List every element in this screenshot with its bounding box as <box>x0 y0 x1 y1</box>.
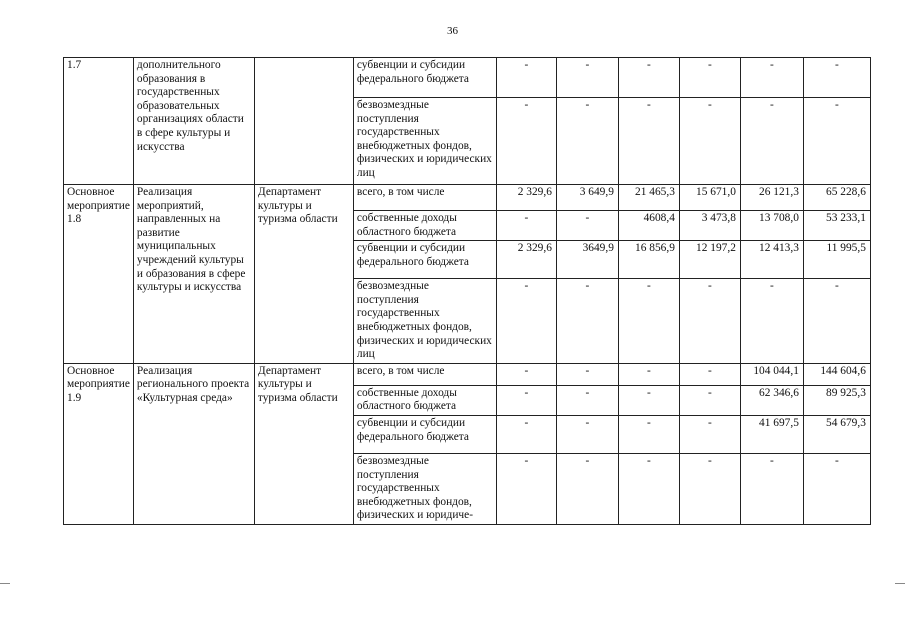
amount-cell: 104 044,1 <box>740 363 803 385</box>
amount-cell: - <box>618 385 679 415</box>
amount-cell: 26 121,3 <box>740 185 803 211</box>
amount-cell: 89 925,3 <box>803 385 870 415</box>
amount-cell: - <box>556 385 618 415</box>
left-edge-mark <box>0 583 10 584</box>
executor-cell <box>254 58 353 185</box>
amount-cell: - <box>556 98 618 185</box>
amount-cell: - <box>496 363 556 385</box>
amount-cell: 3 473,8 <box>679 211 740 241</box>
amount-cell: - <box>740 98 803 185</box>
amount-cell: - <box>618 363 679 385</box>
executor-cell: Департамент культуры и туризма области <box>254 363 353 524</box>
funding-source-cell: всего, в том числе <box>353 363 496 385</box>
amount-cell: 3649,9 <box>556 241 618 279</box>
amount-cell: - <box>679 453 740 524</box>
amount-cell: 4608,4 <box>618 211 679 241</box>
amount-cell: - <box>556 279 618 364</box>
amount-cell: - <box>496 58 556 98</box>
funding-source-cell: собственные доходы областного бюджета <box>353 211 496 241</box>
amount-cell: - <box>740 453 803 524</box>
funding-source-cell: безвозмездные поступления государственных внебюджетных фондов, физических и юридических лиц <box>353 279 496 364</box>
amount-cell: - <box>496 98 556 185</box>
amount-cell: - <box>556 211 618 241</box>
funding-source-cell: всего, в том числе <box>353 185 496 211</box>
executor-cell: Департамент культуры и туризма области <box>254 185 353 364</box>
amount-cell: - <box>556 415 618 453</box>
amount-cell: - <box>679 58 740 98</box>
event-name-cell: Реализация мероприятий, направленных на развитие муниципальных учреждений культуры и образования в сфере культуры и искусства <box>133 185 254 364</box>
event-code-cell: Основное мероприятие 1.8 <box>64 185 134 364</box>
amount-cell: 54 679,3 <box>803 415 870 453</box>
right-edge-mark <box>895 583 905 584</box>
amount-cell: - <box>556 453 618 524</box>
amount-cell: - <box>618 453 679 524</box>
funding-source-cell: субвенции и субсидии федерального бюджета <box>353 241 496 279</box>
amount-cell: - <box>679 415 740 453</box>
event-name-cell: дополнительного образования в государственных образовательных организациях области в сфере культуры и искусства <box>133 58 254 185</box>
amount-cell: - <box>803 58 870 98</box>
amount-cell: - <box>496 279 556 364</box>
amount-cell: - <box>740 279 803 364</box>
amount-cell: - <box>679 363 740 385</box>
amount-cell: - <box>803 453 870 524</box>
page-number: 36 <box>447 25 458 37</box>
amount-cell: 3 649,9 <box>556 185 618 211</box>
amount-cell: - <box>740 58 803 98</box>
amount-cell: 62 346,6 <box>740 385 803 415</box>
event-code-cell: 1.7 <box>64 58 134 185</box>
amount-cell: 21 465,3 <box>618 185 679 211</box>
funding-source-cell: субвенции и субсидии федерального бюджета <box>353 58 496 98</box>
amount-cell: 53 233,1 <box>803 211 870 241</box>
amount-cell: 144 604,6 <box>803 363 870 385</box>
amount-cell: - <box>618 98 679 185</box>
amount-cell: - <box>679 279 740 364</box>
funding-source-cell: безвозмездные поступления государственных внебюджетных фондов, физических и юридиче- <box>353 453 496 524</box>
amount-cell: 12 197,2 <box>679 241 740 279</box>
amount-cell: - <box>496 415 556 453</box>
amount-cell: - <box>618 279 679 364</box>
amount-cell: - <box>618 415 679 453</box>
event-name-cell: Реализация регионального проекта «Культурная среда» <box>133 363 254 524</box>
amount-cell: - <box>556 363 618 385</box>
amount-cell: - <box>496 211 556 241</box>
amount-cell: 41 697,5 <box>740 415 803 453</box>
funding-source-cell: собственные доходы областного бюджета <box>353 385 496 415</box>
amount-cell: 2 329,6 <box>496 241 556 279</box>
table-row <box>64 185 871 211</box>
amount-cell: - <box>679 385 740 415</box>
funding-source-cell: субвенции и субсидии федерального бюджета <box>353 415 496 453</box>
amount-cell: 65 228,6 <box>803 185 870 211</box>
amount-cell: 16 856,9 <box>618 241 679 279</box>
amount-cell: - <box>803 98 870 185</box>
table-row <box>64 58 871 98</box>
amount-cell: 11 995,5 <box>803 241 870 279</box>
amount-cell: 15 671,0 <box>679 185 740 211</box>
budget-table <box>63 57 871 525</box>
amount-cell: 12 413,3 <box>740 241 803 279</box>
amount-cell: - <box>496 385 556 415</box>
table-row <box>64 363 871 385</box>
amount-cell: 13 708,0 <box>740 211 803 241</box>
amount-cell: - <box>803 279 870 364</box>
amount-cell: - <box>618 58 679 98</box>
funding-source-cell: безвозмездные поступления государственных внебюджетных фондов, физических и юридических лиц <box>353 98 496 185</box>
amount-cell: - <box>556 58 618 98</box>
event-code-cell: Основное мероприятие 1.9 <box>64 363 134 524</box>
amount-cell: - <box>679 98 740 185</box>
amount-cell: - <box>496 453 556 524</box>
amount-cell: 2 329,6 <box>496 185 556 211</box>
